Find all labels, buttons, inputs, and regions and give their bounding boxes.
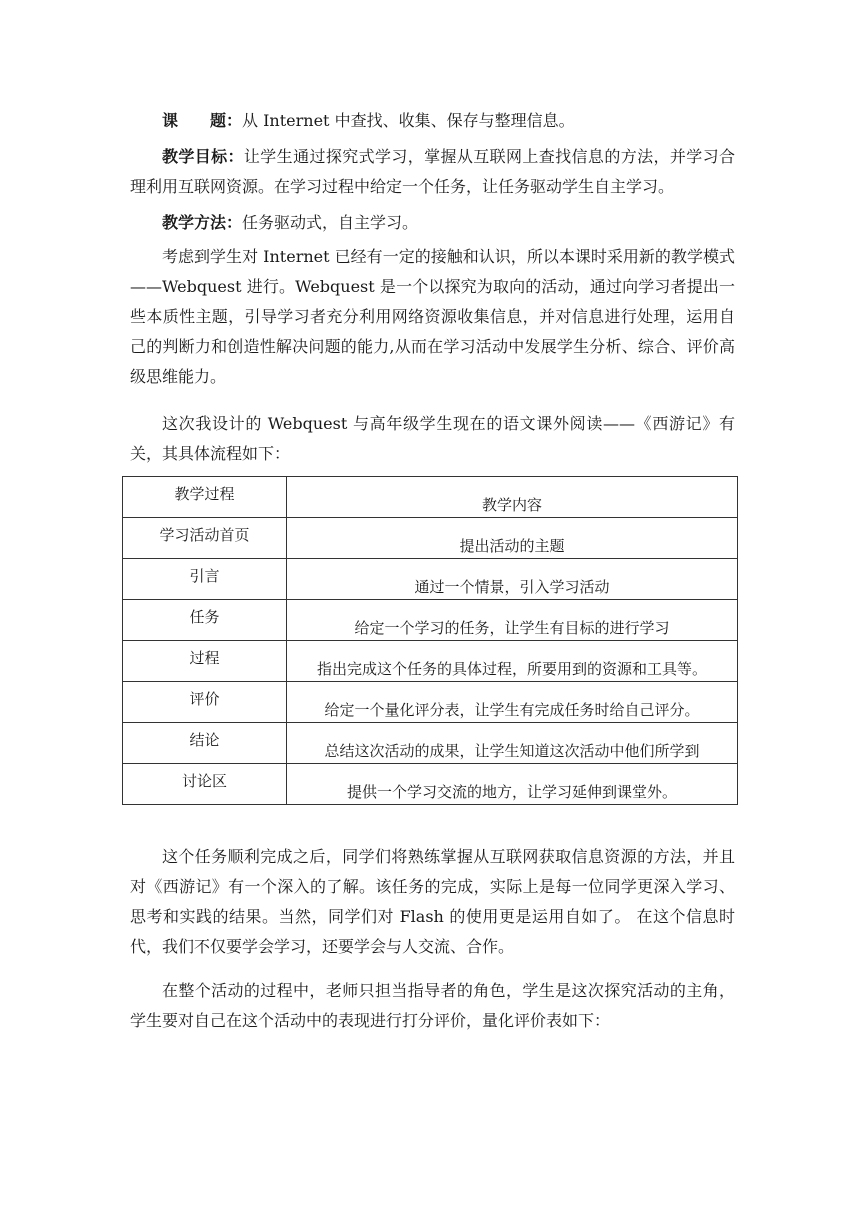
flow-table bbox=[122, 476, 738, 805]
topic-line bbox=[130, 106, 735, 136]
topic-label: 课 题： bbox=[162, 111, 243, 130]
table-cell-content: 提出活动的主题 bbox=[287, 518, 738, 559]
evaluation-paragraph: 在整个活动的过程中，老师只担当指导者的角色，学生是这次探究活动的主角，学生要对自己在这个活动中的表现进行打分评价，量化评价表如下： bbox=[130, 981, 735, 1030]
method-text: 任务驱动式，自主学习。 bbox=[242, 213, 419, 232]
table-header-row bbox=[123, 477, 738, 518]
table-cell-stage: 引言 bbox=[123, 559, 287, 600]
method-label: 教学方法： bbox=[162, 213, 243, 232]
table-cell-stage: 学习活动首页 bbox=[123, 518, 287, 559]
table-row bbox=[123, 682, 738, 723]
design-paragraph: 这次我设计的 Webquest 与高年级学生现在的语文课外阅读——《西游记》有关，其具体流程如下： bbox=[130, 414, 735, 463]
goal-label: 教学目标： bbox=[162, 147, 244, 166]
goal-text: 让学生通过探究式学习，掌握从互联网上查找信息的方法，并学习合理利用互联网资源。在学习过程中给定一个任务，让任务驱动学生自主学习。 bbox=[130, 147, 735, 196]
topic-text: 从 Internet 中查找、收集、保存与整理信息。 bbox=[242, 111, 575, 130]
table-cell-stage: 讨论区 bbox=[123, 764, 287, 805]
table-cell-stage: 评价 bbox=[123, 682, 287, 723]
table-cell-stage: 任务 bbox=[123, 600, 287, 641]
table-cell-stage: 过程 bbox=[123, 641, 287, 682]
table-cell-content: 指出完成这个任务的具体过程，所要用到的资源和工具等。 bbox=[287, 641, 738, 682]
table-cell-content: 通过一个情景，引入学习活动 bbox=[287, 559, 738, 600]
table-cell-content: 提供一个学习交流的地方，让学习延伸到课堂外。 bbox=[287, 764, 738, 805]
table-cell-content: 总结这次活动的成果，让学生知道这次活动中他们所学到 bbox=[287, 723, 738, 764]
table-header-cell: 教学过程 bbox=[123, 477, 287, 518]
table-cell-content: 给定一个学习的任务，让学生有目标的进行学习 bbox=[287, 600, 738, 641]
table-row bbox=[123, 518, 738, 559]
table-cell-content: 给定一个量化评分表，让学生有完成任务时给自己评分。 bbox=[287, 682, 738, 723]
conclusion-paragraph: 这个任务顺利完成之后，同学们将熟练掌握从互联网获取信息资源的方法，并且对《西游记》有一个深入的了解。该任务的完成，实际上是每一位同学更深入学习、思考和实践的结果。当然，同学们对 Flash 的使用更是运用自如了。 在这个信息时代，我们不仅要学会学习，还要学会与人交流、合作。 bbox=[130, 847, 735, 956]
table-header-cell: 教学内容 bbox=[287, 477, 738, 518]
table-row bbox=[123, 559, 738, 600]
goal-paragraph bbox=[130, 142, 735, 202]
table-row bbox=[123, 641, 738, 682]
table-row bbox=[123, 764, 738, 805]
intro-paragraph: 考虑到学生对 Internet 已经有一定的接触和认识，所以本课时采用新的教学模式——Webquest 进行。Webquest 是一个以探究为取向的活动，通过向学习者提出一些本质性主题，引导学习者充分利用网络资源收集信息，并对信息进行处理，运用自己的判断力和创造性解决问题的能力,从而在学习活动中发展学生分析、综合、评价高级思维能力。 bbox=[130, 247, 735, 386]
table-cell-stage: 结论 bbox=[123, 723, 287, 764]
table-row bbox=[123, 600, 738, 641]
table-row bbox=[123, 723, 738, 764]
method-line bbox=[130, 208, 735, 238]
